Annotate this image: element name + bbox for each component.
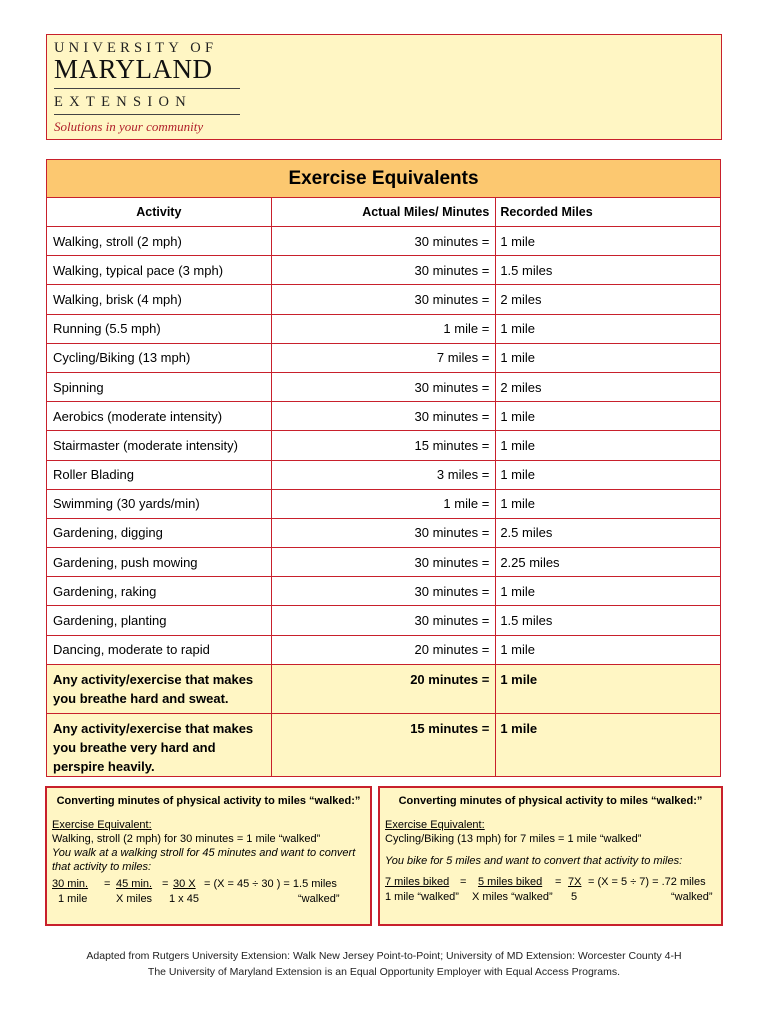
calc-operator: =: [104, 878, 111, 890]
recorded-cell: 2.25 miles: [496, 548, 721, 577]
calc-denominator: X miles “walked”: [472, 891, 553, 903]
recorded-cell: 1 mile: [496, 664, 721, 713]
recorded-cell: 2 miles: [496, 372, 721, 401]
scenario-text: You bike for 5 miles and want to convert that activity to miles:: [385, 855, 683, 867]
footer: [0, 948, 768, 980]
actual-cell: 7 miles =: [271, 343, 496, 372]
recorded-cell: 2.5 miles: [496, 518, 721, 547]
activity-cell: Swimming (30 yards/min): [47, 489, 272, 518]
activity-cell: Aerobics (moderate intensity): [47, 402, 272, 431]
table-row: [47, 402, 721, 431]
calc-walked-label: “walked”: [671, 891, 713, 903]
actual-cell: 20 minutes =: [271, 664, 496, 713]
table-row: [47, 256, 721, 285]
scenario-text: You walk at a walking stroll for 45 minutes and want to convert that activity to miles:: [52, 847, 356, 873]
actual-cell: 30 minutes =: [271, 372, 496, 401]
recorded-cell: 1.5 miles: [496, 256, 721, 285]
highlight-row: [47, 713, 721, 776]
table-row: [47, 343, 721, 372]
calc-denominator: 1 x 45: [169, 893, 199, 905]
activity-cell: Cycling/Biking (13 mph): [47, 343, 272, 372]
table-row: [47, 227, 721, 256]
column-header-recorded: Recorded Miles: [496, 198, 721, 227]
actual-cell: 30 minutes =: [271, 285, 496, 314]
table-row: [47, 489, 721, 518]
activity-cell: Gardening, push mowing: [47, 548, 272, 577]
activity-cell: Gardening, planting: [47, 606, 272, 635]
table-row: [47, 460, 721, 489]
table-row: [47, 606, 721, 635]
actual-cell: 30 minutes =: [271, 402, 496, 431]
calc-denominator: X miles: [116, 893, 153, 905]
activity-cell: Roller Blading: [47, 460, 272, 489]
activity-cell: Spinning: [47, 372, 272, 401]
calc-numerator: 30 min.: [52, 878, 89, 890]
activity-cell: Dancing, moderate to rapid: [47, 635, 272, 664]
table-row: [47, 577, 721, 606]
logo-extension: EXTENSION: [54, 94, 193, 110]
conversion-calculation: [385, 875, 716, 905]
activity-cell: Walking, typical pace (3 mph): [47, 256, 272, 285]
conversion-box-biking: [378, 786, 723, 926]
logo-maryland: MARYLAND: [54, 54, 213, 84]
activity-cell: Gardening, raking: [47, 577, 272, 606]
actual-cell: 20 minutes =: [271, 635, 496, 664]
recorded-cell: 1 mile: [496, 713, 721, 776]
conversion-calculation: [52, 877, 365, 907]
recorded-cell: 1.5 miles: [496, 606, 721, 635]
umd-extension-logo: [54, 41, 244, 134]
conversion-heading: Converting minutes of physical activity to miles “walked:”: [56, 795, 361, 807]
recorded-cell: 1 mile: [496, 343, 721, 372]
calc-operator: =: [555, 876, 562, 888]
table-row: [47, 285, 721, 314]
calc-operator: =: [162, 878, 169, 890]
exercise-equivalent-text: Walking, stroll (2 mph) for 30 minutes = 1 mile “walked”: [52, 833, 321, 845]
actual-cell: 15 minutes =: [271, 431, 496, 460]
table-title: Exercise Equivalents: [47, 160, 721, 198]
calc-denominator: 1 mile “walked”: [385, 891, 459, 903]
actual-cell: 30 minutes =: [271, 577, 496, 606]
footer-equal-opportunity: The University of Maryland Extension is an Equal Opportunity Employer with Equal Access Programs.: [147, 966, 621, 978]
table-row: [47, 518, 721, 547]
recorded-cell: 1 mile: [496, 489, 721, 518]
calc-walked-label: “walked”: [298, 893, 340, 905]
calc-operator: =: [460, 876, 467, 888]
activity-cell: Any activity/exercise that makes you breathe very hard and perspire heavily.: [47, 713, 272, 776]
column-header-actual: Actual Miles/ Minutes: [271, 198, 496, 227]
column-header-activity: Activity: [47, 198, 272, 227]
logo-university-of: UNIVERSITY OF: [54, 40, 218, 56]
activity-cell: Gardening, digging: [47, 518, 272, 547]
table-row: [47, 314, 721, 343]
calc-result: = (X = 5 ÷ 7) = .72 miles: [588, 876, 706, 888]
actual-cell: 1 mile =: [271, 489, 496, 518]
calc-result: = (X = 45 ÷ 30 ) = 1.5 miles: [204, 878, 337, 890]
activity-cell: Stairmaster (moderate intensity): [47, 431, 272, 460]
activity-cell: Walking, brisk (4 mph): [47, 285, 272, 314]
recorded-cell: 1 mile: [496, 314, 721, 343]
calc-numerator: 5 miles biked: [478, 876, 543, 888]
activity-cell: Running (5.5 mph): [47, 314, 272, 343]
highlight-row: [47, 664, 721, 713]
actual-cell: 15 minutes =: [271, 713, 496, 776]
actual-cell: 1 mile =: [271, 314, 496, 343]
table-row: [47, 548, 721, 577]
logo-divider: [54, 88, 240, 89]
table-row: [47, 372, 721, 401]
activity-cell: Walking, stroll (2 mph): [47, 227, 272, 256]
calc-numerator: 30 X: [173, 878, 196, 890]
actual-cell: 30 minutes =: [271, 518, 496, 547]
header-banner: [46, 34, 722, 140]
calc-denominator: 5: [571, 891, 578, 903]
calc-numerator: 7 miles biked: [385, 876, 450, 888]
recorded-cell: 1 mile: [496, 431, 721, 460]
actual-cell: 30 minutes =: [271, 606, 496, 635]
actual-cell: 30 minutes =: [271, 227, 496, 256]
exercise-equivalent-label: Exercise Equivalent:: [52, 819, 152, 831]
activity-cell: Any activity/exercise that makes you breathe hard and sweat.: [47, 664, 272, 713]
recorded-cell: 1 mile: [496, 460, 721, 489]
exercise-equivalent-label: Exercise Equivalent:: [385, 819, 485, 831]
actual-cell: 3 miles =: [271, 460, 496, 489]
actual-cell: 30 minutes =: [271, 548, 496, 577]
calc-numerator: 45 min.: [116, 878, 153, 890]
table-row: [47, 431, 721, 460]
conversion-box-walking: [45, 786, 372, 926]
footer-attribution: Adapted from Rutgers University Extension: Walk New Jersey Point-to-Point; University of MD Extension: Worcester County 4-H: [86, 950, 682, 962]
recorded-cell: 1 mile: [496, 402, 721, 431]
table-row: [47, 635, 721, 664]
recorded-cell: 1 mile: [496, 227, 721, 256]
conversion-heading: Converting minutes of physical activity to miles “walked:”: [398, 795, 703, 807]
actual-cell: 30 minutes =: [271, 256, 496, 285]
exercise-equivalent-text: Cycling/Biking (13 mph) for 7 miles = 1 mile “walked”: [385, 833, 642, 845]
recorded-cell: 1 mile: [496, 635, 721, 664]
logo-tagline: Solutions in your community: [54, 119, 204, 134]
calc-numerator: 7X: [568, 876, 582, 888]
logo-divider: [54, 114, 240, 115]
recorded-cell: 2 miles: [496, 285, 721, 314]
recorded-cell: 1 mile: [496, 577, 721, 606]
exercise-equivalents-table: [46, 159, 721, 777]
calc-denominator: 1 mile: [58, 893, 88, 905]
